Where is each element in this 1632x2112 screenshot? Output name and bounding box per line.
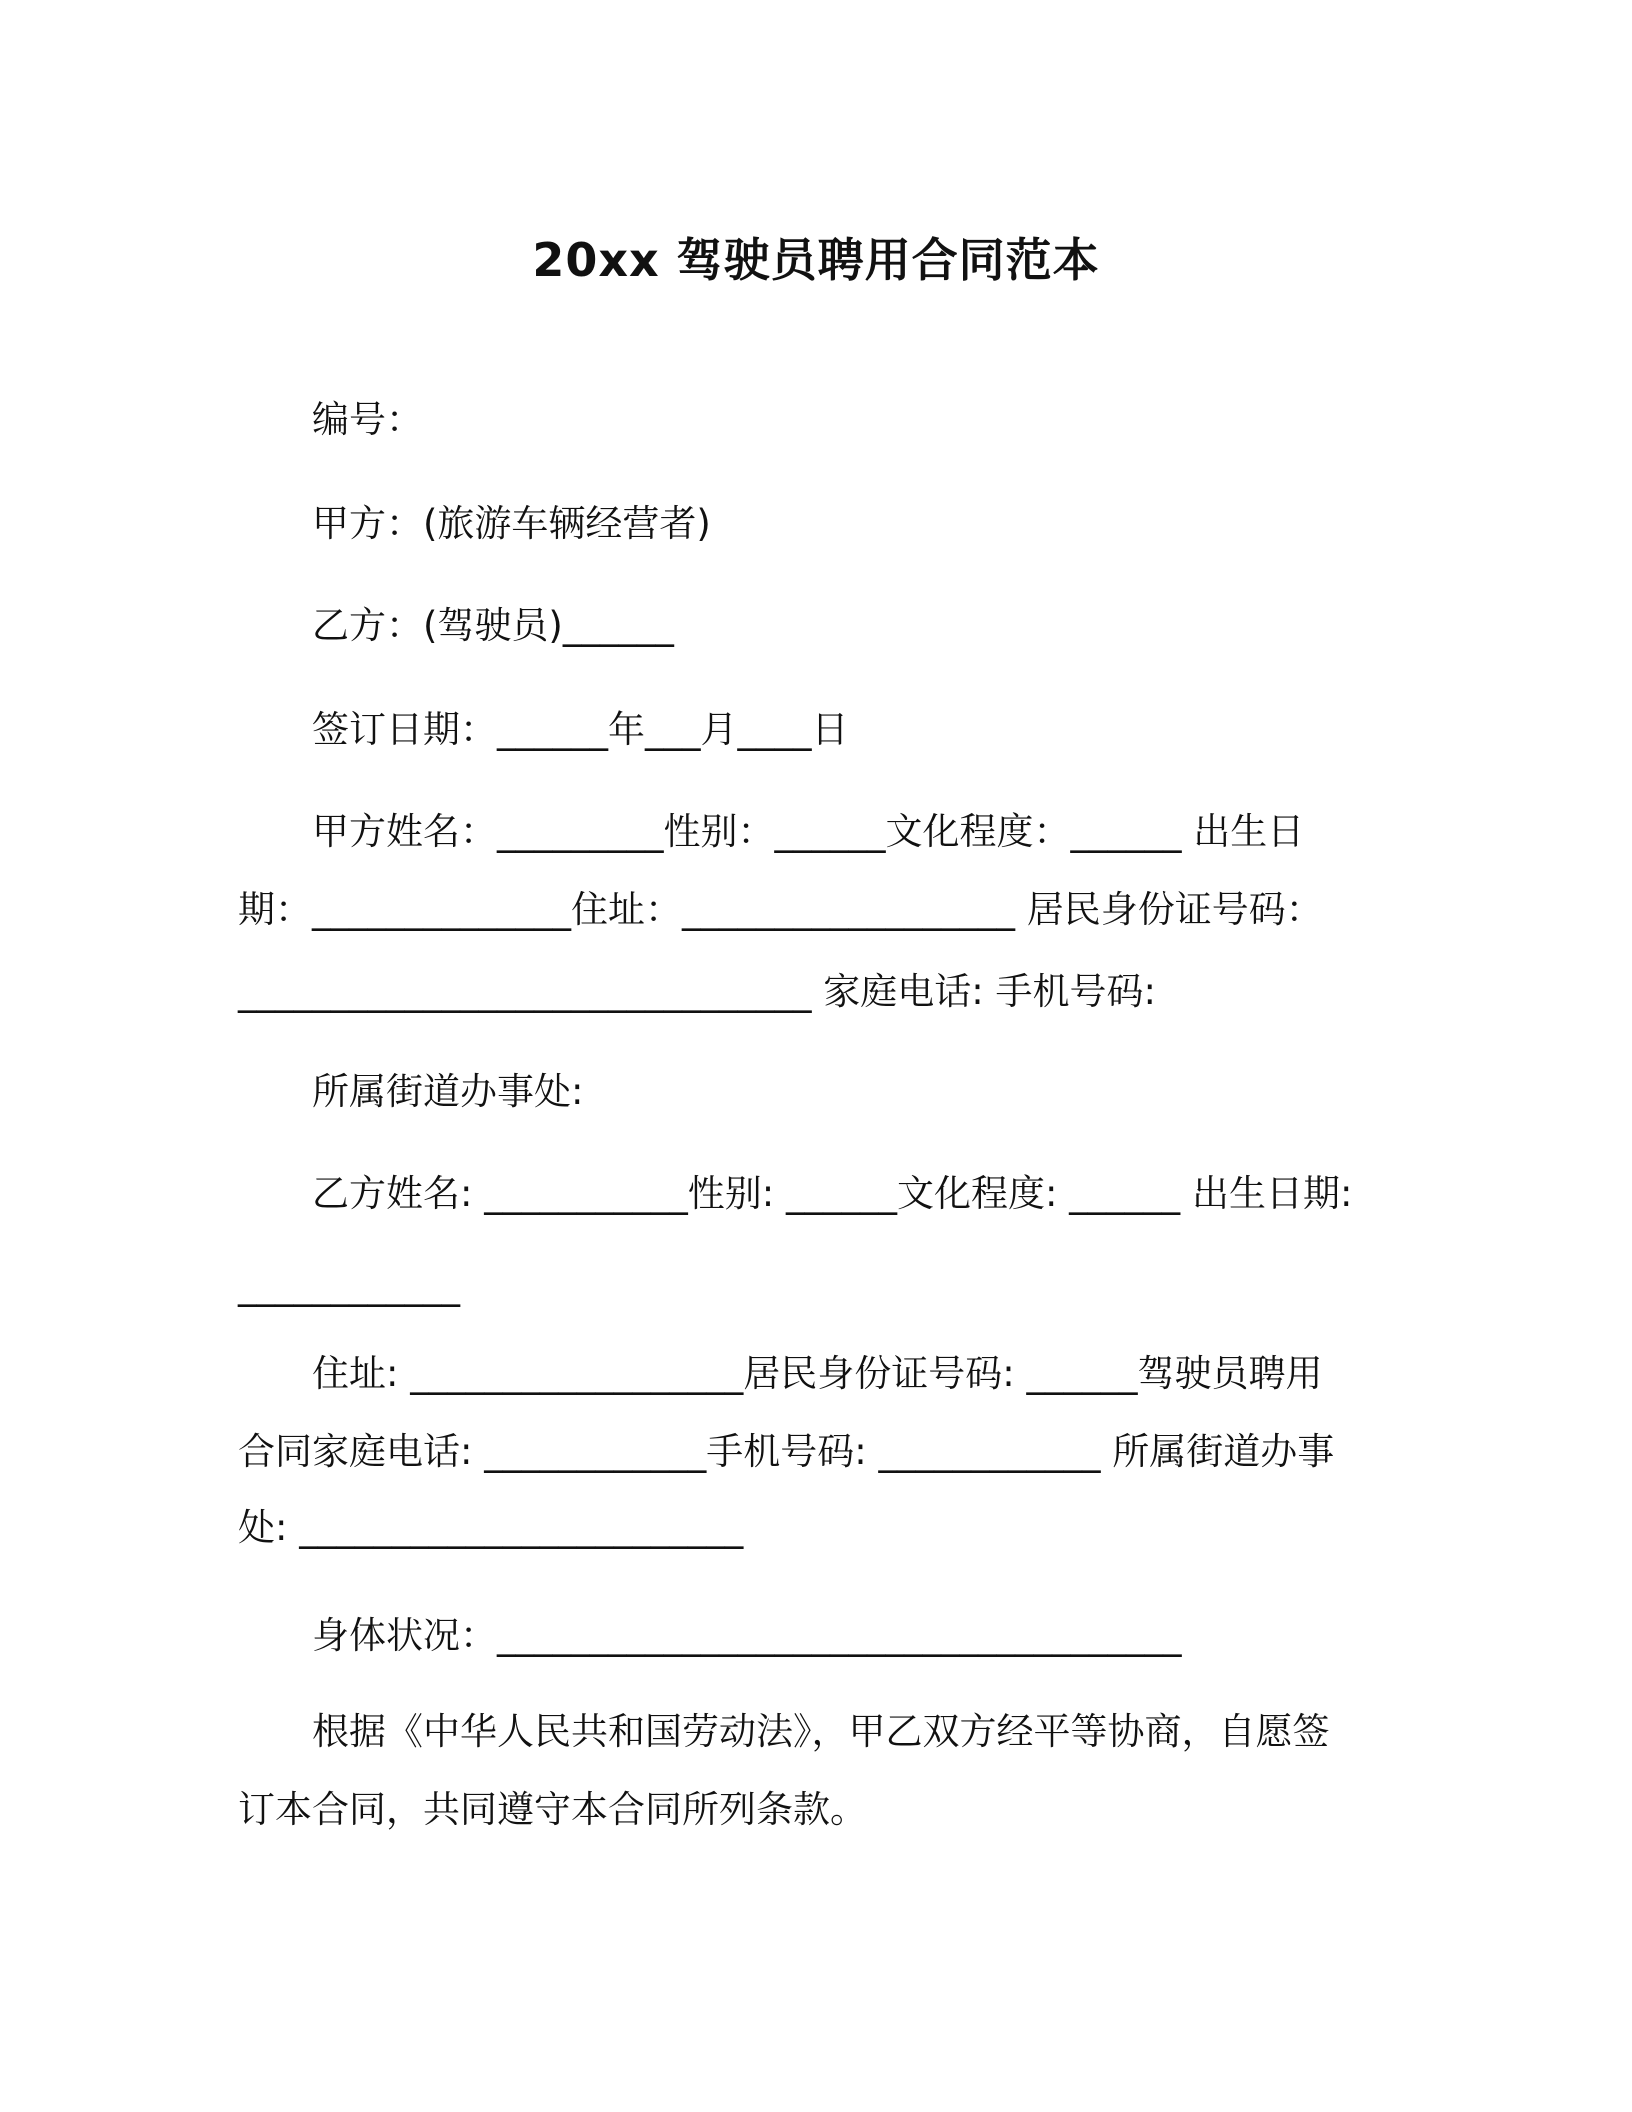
party-b-address-line-2: 合同家庭电话: ____________手机号码: ____________ 所属街道办事 xyxy=(238,1430,1335,1473)
preamble-line-2: 订本合同，共同遵守本合同所列条款。 xyxy=(238,1788,867,1831)
party-b-address-line-3: 处: ________________________ xyxy=(238,1506,744,1549)
party-a-info-line-3: _______________________________ 家庭电话: 手机号码: xyxy=(238,970,1156,1013)
document-title: 20xx 驾驶员聘用合同范本 xyxy=(532,233,1100,287)
party-a-info-line-2: 期：______________住址：__________________ 居民身份证号码： xyxy=(238,888,1323,931)
preamble-line-1: 根据《中华人民共和国劳动法》，甲乙双方经平等协商，自愿签 xyxy=(312,1710,1330,1753)
party-b-line: 乙方：(驾驶员)______ xyxy=(312,604,674,647)
party-a-line: 甲方：(旅游车辆经营者) xyxy=(312,502,711,545)
party-b-info-line-2: ____________ xyxy=(238,1264,460,1307)
party-a-info-line-1: 甲方姓名：_________性别：______文化程度：______ 出生日 xyxy=(312,810,1305,853)
health-status-line: 身体状况：_____________________________________ xyxy=(312,1614,1182,1657)
sign-date-line: 签订日期：______年___月____日 xyxy=(312,708,849,751)
party-b-info-line-1: 乙方姓名: ___________性别: ______文化程度: ______ 出生日期: xyxy=(312,1172,1353,1215)
party-a-street-office-line: 所属街道办事处: xyxy=(312,1070,584,1113)
contract-number-line: 编号： xyxy=(312,398,423,441)
party-b-address-line-1: 住址: __________________居民身份证号码: ______驾驶员聘用 xyxy=(312,1352,1323,1395)
